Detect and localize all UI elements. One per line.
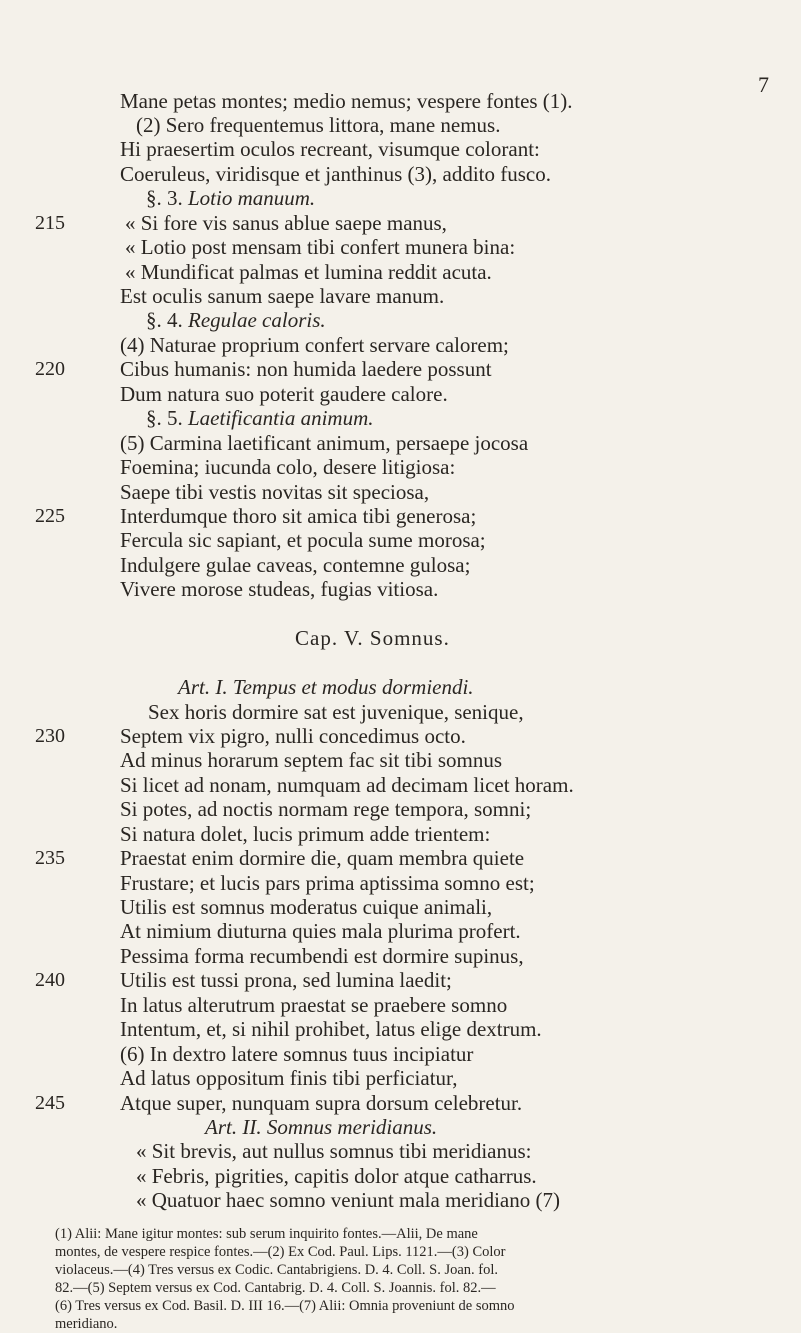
article-heading: Art. I. Tempus et modus dormiendi. (178, 675, 474, 699)
verse-line (0, 1163, 801, 1189)
verse-line (0, 185, 801, 211)
verse-line (0, 1041, 801, 1067)
footnote-line (0, 1243, 801, 1261)
verse-text: Vivere morose studeas, fugias vitiosa. (120, 577, 439, 601)
verse-text: Ad minus horarum septem fac sit tibi somnus (120, 748, 503, 772)
verse-line (0, 136, 801, 162)
verse-text: Saepe tibi vestis novitas sit speciosa, (120, 480, 430, 504)
footnote-line (0, 1297, 801, 1315)
line-number: 215 (35, 212, 65, 234)
verse-line (0, 576, 801, 602)
line-number: 230 (35, 725, 65, 747)
verse-text: « Mundificat palmas et lumina reddit acuta. (125, 260, 492, 284)
verse-line (0, 332, 801, 358)
verse-line (0, 259, 801, 285)
verse-line (0, 870, 801, 896)
footnote-text: montes, de vespere respice fontes.—(2) Ex Cod. Paul. Lips. 1121.—(3) Color (55, 1244, 506, 1260)
verse-line (0, 772, 801, 798)
verse-text: « Quatuor haec somno veniunt mala meridiano (7) (136, 1188, 560, 1212)
verse-line (0, 747, 801, 773)
verse-line (0, 918, 801, 944)
verse-text: Interdumque thoro sit amica tibi generosa; (120, 504, 477, 528)
footnote-text: (1) Alii: Mane igitur montes: sub serum inquirito fontes.—Alii, De mane (55, 1226, 478, 1242)
verse-line (0, 1114, 801, 1140)
verse-line (0, 503, 801, 529)
verse-text: Mane petas montes; medio nemus; vespere fontes (1). (120, 89, 573, 113)
verse-line (0, 894, 801, 920)
verse-line (0, 845, 801, 871)
verse-text: At nimium diuturna quies mala plurima profert. (120, 919, 521, 943)
footnote-text: (6) Tres versus ex Cod. Basil. D. III 16.—(7) Alii: Omnia proveniunt de somno (55, 1298, 515, 1314)
verse-line (0, 723, 801, 749)
verse-line (0, 307, 801, 333)
chapter-heading: Cap. V. Somnus. (295, 626, 450, 650)
verse-line (0, 479, 801, 505)
line-number: 245 (35, 1092, 65, 1114)
footnote-text: 82.—(5) Septem versus ex Cod. Cantabrig. D. 4. Coll. S. Joannis. fol. 82.— (55, 1280, 496, 1296)
footnote-line (0, 1315, 801, 1333)
verse-line (0, 967, 801, 993)
verse-line (0, 699, 801, 725)
line-number: 225 (35, 505, 65, 527)
verse-text: Si potes, ad noctis normam rege tempora, somni; (120, 797, 532, 821)
verse-text: « Febris, pigrities, capitis dolor atque catharrus. (136, 1164, 537, 1188)
line-number: 220 (35, 358, 65, 380)
section-heading: §. 5. Laetificantia animum. (146, 406, 374, 430)
verse-text: Pessima forma recumbendi est dormire supinus, (120, 944, 524, 968)
verse-text: Sex horis dormire sat est juvenique, senique, (148, 700, 524, 724)
verse-line (0, 454, 801, 480)
verse-line (0, 88, 801, 114)
verse-text: Atque super, nunquam supra dorsum celebretur. (120, 1091, 523, 1115)
verse-line (0, 210, 801, 236)
line-number: 235 (35, 847, 65, 869)
verse-text: Praestat enim dormire die, quam membra quiete (120, 846, 525, 870)
verse-text: Septem vix pigro, nulli concedimus octo. (120, 724, 466, 748)
verse-line (0, 821, 801, 847)
verse-text: Ad latus oppositum finis tibi perficiatur, (120, 1066, 458, 1090)
page-number: 7 (758, 72, 769, 97)
verse-text: Indulgere gulae caveas, contemne gulosa; (120, 553, 471, 577)
verse-line (0, 430, 801, 456)
verse-text: « Sit brevis, aut nullus somnus tibi meridianus: (136, 1139, 532, 1163)
verse-text: Dum natura suo poterit gaudere calore. (120, 382, 448, 406)
verse-text: « Si fore vis sanus ablue saepe manus, (125, 211, 447, 235)
verse-text: Hi praesertim oculos recreant, visumque colorant: (120, 137, 540, 161)
verse-line (0, 283, 801, 309)
article-heading: Art. II. Somnus meridianus. (205, 1115, 438, 1139)
verse-line (0, 674, 801, 700)
verse-text: Utilis est somnus moderatus cuique animali, (120, 895, 493, 919)
verse-text: (2) Sero frequentemus littora, mane nemus. (136, 113, 501, 137)
verse-text: Cibus humanis: non humida laedere possunt (120, 357, 492, 381)
verse-text: (5) Carmina laetificant animum, persaepe jocosa (120, 431, 529, 455)
footnote-text: meridiano. (55, 1316, 118, 1332)
verse-line (0, 796, 801, 822)
verse-line (0, 381, 801, 407)
verse-text: Si natura dolet, lucis primum adde trientem: (120, 822, 491, 846)
footnote-text: violaceus.—(4) Tres versus ex Codic. Cantabrigiens. D. 4. Coll. S. Joan. fol. (55, 1262, 499, 1278)
verse-text: Utilis est tussi prona, sed lumina laedit; (120, 968, 452, 992)
line-number: 240 (35, 969, 65, 991)
verse-line (0, 1187, 801, 1213)
footnote-line (0, 1279, 801, 1297)
verse-text: Coeruleus, viridisque et janthinus (3), addito fusco. (120, 162, 552, 186)
verse-line (0, 527, 801, 553)
verse-text: Foemina; iucunda colo, desere litigiosa: (120, 455, 456, 479)
verse-line (0, 356, 801, 382)
verse-text: Si licet ad nonam, numquam ad decimam licet horam. (120, 773, 574, 797)
section-heading: §. 3. Lotio manuum. (146, 186, 316, 210)
verse-line (0, 112, 801, 138)
verse-line (0, 625, 801, 651)
verse-line (0, 1016, 801, 1042)
verse-line (0, 1138, 801, 1164)
section-heading: §. 4. Regulae caloris. (146, 308, 326, 332)
verse-line (0, 1090, 801, 1116)
verse-line (0, 552, 801, 578)
verse-line (0, 992, 801, 1018)
verse-text: (6) In dextro latere somnus tuus incipiatur (120, 1042, 474, 1066)
verse-line (0, 234, 801, 260)
verse-text: Intentum, et, si nihil prohibet, latus elige dextrum. (120, 1017, 542, 1041)
verse-text: « Lotio post mensam tibi confert munera bina: (125, 235, 516, 259)
verse-text: Frustare; et lucis pars prima aptissima somno est; (120, 871, 535, 895)
verse-text: Est oculis sanum saepe lavare manum. (120, 284, 445, 308)
verse-line (0, 943, 801, 969)
footnote-line (0, 1225, 801, 1243)
verse-text: Fercula sic sapiant, et pocula sume morosa; (120, 528, 486, 552)
verse-line (0, 405, 801, 431)
verse-text: In latus alterutrum praestat se praebere somno (120, 993, 508, 1017)
footnote-line (0, 1261, 801, 1279)
verse-line (0, 161, 801, 187)
verse-line (0, 1065, 801, 1091)
verse-text: (4) Naturae proprium confert servare calorem; (120, 333, 509, 357)
